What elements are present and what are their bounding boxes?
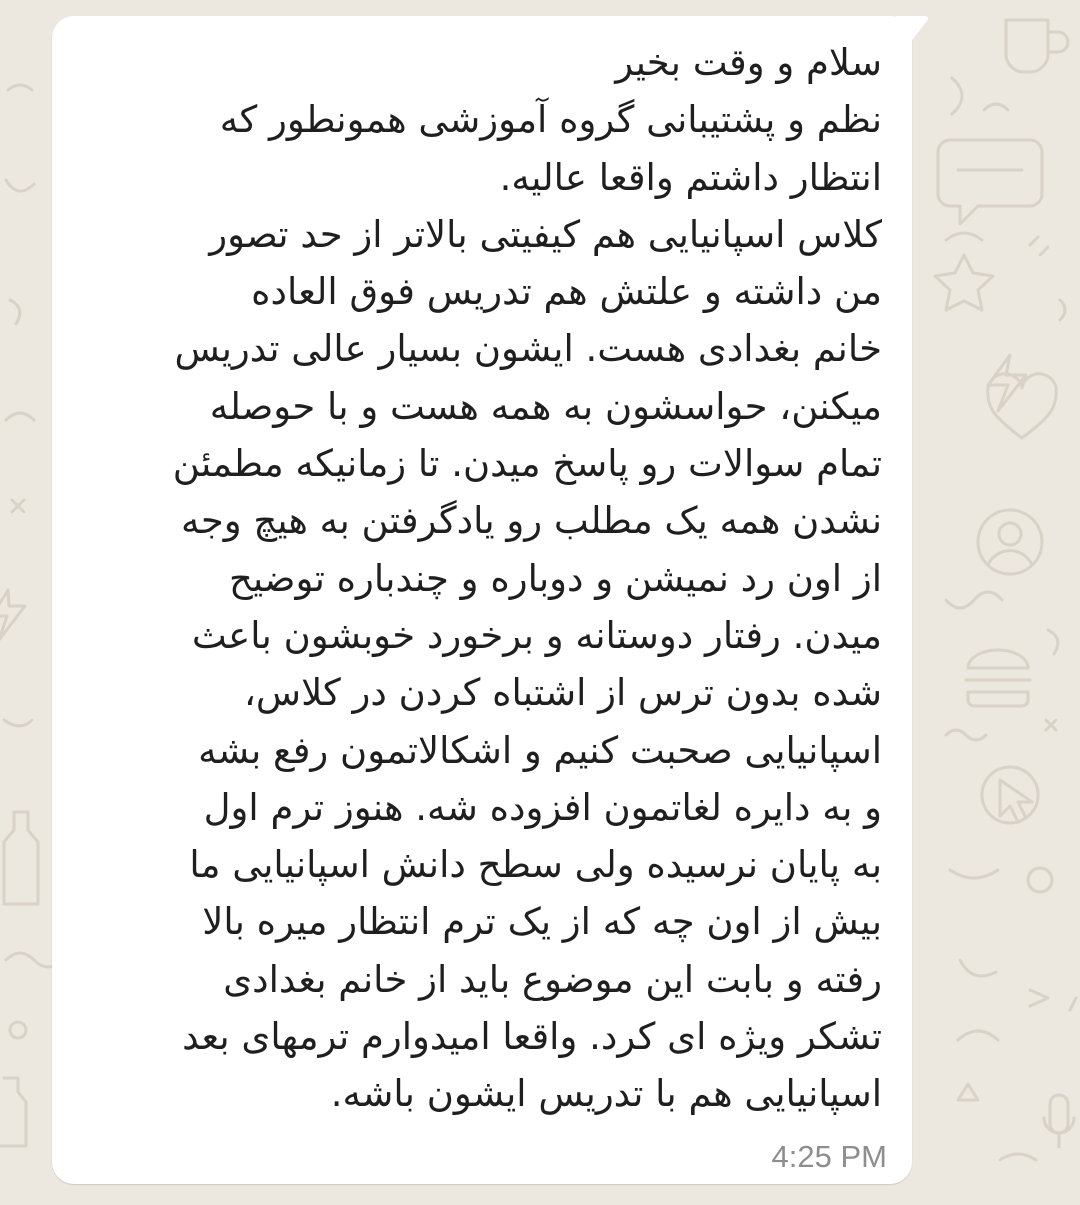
message-line: نشدن همه یک مطلب رو یادگرفتن به هیچ وجه <box>181 499 882 543</box>
bubble-tail <box>896 16 932 50</box>
message-line: شده بدون ترس از اشتباه کردن در کلاس، <box>243 671 882 715</box>
message-line: اسپانیایی هم با تدریس ایشون باشه. <box>330 1072 882 1116</box>
message-line: تشکر ویژه ای کرد. واقعا امیدوارم ترمهای بعد <box>182 1015 882 1059</box>
message-line: نظم و پشتیبانی گروه آموزشی همونطور که <box>219 98 882 142</box>
message-line: من داشته و علتش هم تدریس فوق العاده <box>251 270 882 314</box>
message-line: و به دایره لغاتمون افزوده شه. هنوز ترم اول <box>203 785 882 829</box>
message-line: سلام و وقت بخیر <box>615 41 882 84</box>
message-line: خانم بغدادی هست. ایشون بسیار عالی تدریس <box>174 327 882 371</box>
message-line: اسپانیایی صحبت کنیم و اشکالاتمون رفع بشه <box>198 728 882 772</box>
message-line: میدن. رفتار دوستانه و برخورد خوبشون باعث <box>191 613 882 657</box>
message-text <box>88 34 882 1123</box>
message-line: میکنن، حواسشون به همه هست و با حوصله <box>209 384 882 428</box>
message-line: انتظار داشتم واقعا عالیه. <box>499 155 882 199</box>
message-line: از اون رد نمیشن و دوباره و چندباره توضیح <box>229 556 882 600</box>
message-line: کلاس اسپانیایی هم کیفیتی بالاتر از حد تصور <box>209 212 882 256</box>
message-line: به پایان نرسیده ولی سطح دانش اسپانیایی ما <box>189 843 882 887</box>
message-line: بیش از اون چه که از یک ترم انتظار میره بالا <box>202 900 882 944</box>
message-timestamp: 4:25 PM <box>771 1139 887 1174</box>
message-line: تمام سوالات رو پاسخ میدن. تا زمانیکه مطمئن <box>172 442 882 486</box>
message-line: رفته و بابت این موضوع باید از خانم بغدادی <box>223 957 882 1001</box>
